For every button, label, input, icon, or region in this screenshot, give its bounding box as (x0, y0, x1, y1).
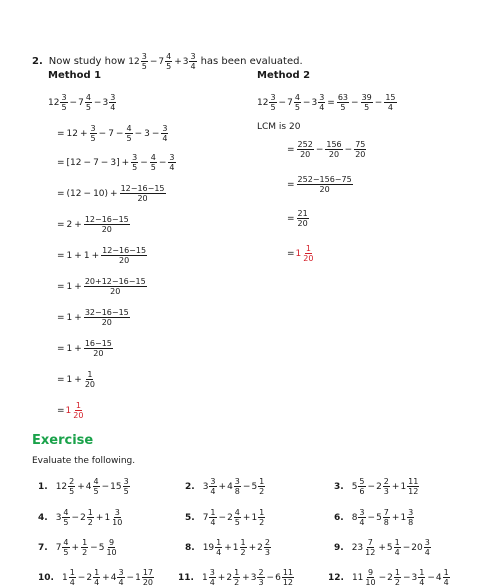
mixed-number: 4 $\frac{4}{5}$ (85, 477, 99, 496)
fraction: $\frac{17}{20}$ (142, 568, 153, 587)
fraction: $\frac{4}{5}$ (93, 477, 99, 496)
exercise-expression: 5 $\frac{5}{6}$ − 2 $\frac{2}{3}$ + 1 $\frac{11}{12}$ (351, 477, 419, 496)
exercise-number: 1. (38, 481, 48, 492)
method-1-step-11: = 1 $\frac{1}{20}$ (57, 401, 84, 420)
mixed-number: 4 $\frac{3}{8}$ (227, 477, 240, 496)
fraction: $\frac{1}{4}$ (210, 508, 216, 527)
fraction: $\frac{4}{5}$ (126, 124, 132, 143)
mixed-number: 2 $\frac{2}{3}$ (257, 538, 270, 557)
mixed-number: 3 $\frac{3}{4}$ (202, 477, 216, 496)
mixed-number: 1 $\frac{1}{2}$ (251, 508, 265, 527)
method-2-step-1: 12 $\frac{3}{5}$ − 7 $\frac{4}{5}$ − 3 $\frac{3}{4}$ = $\frac{63}{5}$ − $\frac{39}{5}$ − $\frac{15}{4}$ (257, 93, 396, 112)
mixed-number: 4 $\frac{1}{4}$ (435, 568, 449, 587)
fraction: $\frac{4}{5}$ (150, 153, 156, 172)
mixed-number: 1 $\frac{3}{4}$ (201, 568, 215, 587)
method-1-step-8: = 1 + $\frac{32-16-15}{20}$ (57, 308, 129, 327)
fraction: $\frac{3}{4}$ (162, 124, 168, 143)
mixed-number: 5 $\frac{7}{8}$ (376, 508, 389, 527)
exercise-expression: 12 $\frac{2}{5}$ + 4 $\frac{4}{5}$ − 15 $\frac{3}{5}$ (55, 477, 129, 496)
method-1-step-4: = (12 − 10) + $\frac{12-16-15}{20}$ (57, 184, 165, 203)
method-1-step-10: = 1 + $\frac{1}{20}$ (57, 370, 96, 389)
mixed-number: 1 $\frac{17}{20}$ (135, 568, 153, 587)
fraction: $\frac{7}{8}$ (383, 508, 389, 527)
fraction: $\frac{1}{20}$ (73, 401, 84, 420)
fraction: $\frac{3}{8}$ (408, 508, 414, 527)
fraction: $\frac{11}{12}$ (408, 477, 419, 496)
mixed-number: 7 $\frac{4}{5}$ (78, 93, 91, 112)
fraction: $\frac{3}{5}$ (270, 93, 276, 112)
fraction: $\frac{3}{4}$ (424, 538, 430, 557)
exercise-instruction: Evaluate the following. (32, 456, 136, 466)
mixed-number: 1 $\frac{1}{2}$ (232, 538, 246, 557)
fraction: $\frac{3}{4}$ (359, 508, 365, 527)
mixed-number: 2 $\frac{2}{3}$ (376, 477, 389, 496)
method-1-step-7: = 1 + $\frac{20+12-16-15}{20}$ (57, 277, 146, 296)
mixed-number: 5 $\frac{1}{2}$ (251, 477, 265, 496)
mixed-number: 3 $\frac{1}{4}$ (411, 568, 425, 587)
fraction: $\frac{1}{2}$ (240, 538, 246, 557)
mixed-number: 2 $\frac{1}{4}$ (86, 568, 100, 587)
exercise-number: 5. (185, 512, 195, 523)
fraction: $\frac{252}{20}$ (297, 140, 313, 159)
fraction: $\frac{20+12-16-15}{20}$ (84, 277, 146, 296)
exercise-expression: 19 $\frac{1}{4}$ + 1 $\frac{1}{2}$ + 2 $\frac{2}{3}$ (202, 538, 270, 557)
exercise-number: 4. (38, 512, 48, 523)
exercise-number: 2. (185, 481, 195, 492)
fraction: $\frac{1}{2}$ (234, 568, 240, 587)
method-2-step-5: = 1 $\frac{1}{20}$ (287, 244, 314, 263)
method-1-step-2: = 12 + $\frac{3}{5}$ − 7 − $\frac{4}{5}$ − 3 − $\frac{3}{4}$ (57, 124, 168, 143)
fraction: $\frac{3}{4}$ (118, 568, 124, 587)
fraction: $\frac{12-16-15}{20}$ (102, 246, 147, 265)
mixed-number: 1 $\frac{1}{20}$ (65, 401, 84, 420)
mixed-number: 1 $\frac{3}{8}$ (400, 508, 414, 527)
fraction: $\frac{4}{5}$ (166, 52, 172, 71)
fraction: $\frac{3}{4}$ (110, 93, 116, 112)
mixed-number: 5 $\frac{1}{4}$ (386, 538, 400, 557)
fraction: $\frac{1}{2}$ (82, 538, 88, 557)
fraction: $\frac{9}{10}$ (365, 568, 376, 587)
method-1-step-1: 12 $\frac{3}{5}$ − 7 $\frac{4}{5}$ − 3 $\frac{3}{4}$ (48, 93, 116, 112)
fraction: $\frac{1}{20}$ (303, 244, 314, 263)
mixed-number: 12 $\frac{3}{5}$ (128, 52, 147, 71)
mixed-number: 2 $\frac{1}{2}$ (226, 568, 240, 587)
exercise-expression: 7 $\frac{1}{4}$ − 2 $\frac{4}{5}$ + 1 $\frac{1}{2}$ (202, 508, 265, 527)
mixed-number: 3 $\frac{2}{3}$ (250, 568, 264, 587)
exercise-number: 10. (38, 572, 54, 583)
exercise-number: 7. (38, 542, 48, 553)
fraction: $\frac{2}{3}$ (264, 538, 270, 557)
mixed-number: 19 $\frac{1}{4}$ (202, 538, 222, 557)
mixed-number: 3 $\frac{4}{5}$ (55, 508, 69, 527)
fraction: $\frac{1}{2}$ (87, 508, 93, 527)
exercise-item-8 (185, 538, 272, 557)
mixed-number: 7 $\frac{4}{5}$ (287, 93, 300, 112)
mixed-number: 2 $\frac{1}{2}$ (80, 508, 93, 527)
mixed-number: 2 $\frac{1}{2}$ (387, 568, 400, 587)
fraction: $\frac{39}{5}$ (361, 93, 372, 112)
question-number: 2. (32, 56, 43, 67)
mixed-number: 23 $\frac{7}{12}$ (351, 538, 376, 557)
fraction: $\frac{3}{5}$ (90, 124, 96, 143)
method-1-title: Method 1 (48, 70, 102, 81)
fraction: $\frac{3}{5}$ (123, 477, 129, 496)
mixed-number: 5 $\frac{5}{6}$ (351, 477, 365, 496)
fraction: $\frac{32-16-15}{20}$ (84, 308, 129, 327)
fraction: $\frac{1}{4}$ (419, 568, 425, 587)
exercise-expression: 1 $\frac{1}{4}$ − 2 $\frac{1}{4}$ + 4 $\frac{3}{4}$ − 1 $\frac{17}{20}$ (61, 568, 153, 587)
mixed-number: 15 $\frac{3}{5}$ (110, 477, 129, 496)
fraction: $\frac{3}{4}$ (319, 93, 325, 112)
question-outro: has been evaluated. (200, 56, 303, 67)
exercise-expression: 3 $\frac{3}{4}$ + 4 $\frac{3}{8}$ − 5 $\frac{1}{2}$ (202, 477, 265, 496)
mixed-number: 12 $\frac{3}{5}$ (48, 93, 67, 112)
exercise-expression: 7 $\frac{4}{5}$ + $\frac{1}{2}$ − 5 $\frac{9}{10}$ (55, 538, 117, 557)
mixed-number: 5 $\frac{9}{10}$ (98, 538, 117, 557)
exercise-heading: Exercise (32, 433, 94, 448)
fraction: $\frac{1}{4}$ (216, 538, 222, 557)
fraction: $\frac{21}{20}$ (297, 209, 308, 228)
exercise-item-10 (38, 568, 155, 587)
fraction: $\frac{3}{4}$ (210, 477, 216, 496)
exercise-item-12 (328, 568, 451, 587)
exercise-number: 11. (178, 572, 194, 583)
mixed-number: 1 $\frac{3}{10}$ (104, 508, 123, 527)
method-2-step-2: = $\frac{252}{20}$ − $\frac{156}{20}$ − $\frac{75}{20}$ (287, 140, 366, 159)
exercise-number: 8. (185, 542, 195, 553)
method-1-step-3: = [12 − 7 − 3] + $\frac{3}{5}$ − $\frac{4}{5}$ − $\frac{3}{4}$ (57, 153, 175, 172)
fraction: $\frac{3}{5}$ (141, 52, 147, 71)
exercise-item-2 (185, 477, 266, 496)
fraction: $\frac{9}{10}$ (106, 538, 117, 557)
question-intro: Now study how (48, 56, 126, 67)
fraction: $\frac{3}{4}$ (209, 568, 215, 587)
mixed-number: 4 $\frac{3}{4}$ (110, 568, 124, 587)
method-2-lcm: LCM is 20 (257, 122, 301, 132)
method-2-step-4: = $\frac{21}{20}$ (287, 209, 308, 228)
exercise-item-5 (185, 508, 266, 527)
question-expression: 12 $\frac{3}{5}$ − 7 $\frac{4}{5}$ + 3 $\frac{3}{4}$ (128, 52, 196, 71)
mixed-number: 7 $\frac{4}{5}$ (158, 52, 172, 71)
fraction: $\frac{12-16-15}{20}$ (84, 215, 129, 234)
exercise-expression: 3 $\frac{4}{5}$ − 2 $\frac{1}{2}$ + 1 $\frac{3}{10}$ (55, 508, 123, 527)
exercise-expression: 11 $\frac{9}{10}$ − 2 $\frac{1}{2}$ − 3 $\frac{1}{4}$ − 4 $\frac{1}{4}$ (351, 568, 449, 587)
exercise-expression: 8 $\frac{3}{4}$ − 5 $\frac{7}{8}$ + 1 $\frac{3}{8}$ (351, 508, 414, 527)
fraction: $\frac{5}{6}$ (359, 477, 365, 496)
mixed-number: 7 $\frac{1}{4}$ (202, 508, 216, 527)
exercise-item-6 (334, 508, 415, 527)
fraction: $\frac{1}{2}$ (259, 508, 265, 527)
fraction: $\frac{3}{8}$ (234, 477, 240, 496)
mixed-number: 20 $\frac{3}{4}$ (411, 538, 430, 557)
fraction: $\frac{4}{5}$ (234, 508, 240, 527)
fraction: $\frac{3}{10}$ (112, 508, 123, 527)
fraction: $\frac{1}{20}$ (84, 370, 96, 389)
exercise-number: 3. (334, 481, 344, 492)
fraction: $\frac{12-16-15}{20}$ (120, 184, 165, 203)
method-2-step-3: = $\frac{252-156-75}{20}$ (287, 175, 352, 194)
mixed-number: 3 $\frac{3}{4}$ (182, 52, 196, 71)
method-2-title: Method 2 (257, 70, 311, 81)
fraction: $\frac{156}{20}$ (326, 140, 342, 159)
method-1-step-9: = 1 + $\frac{16-15}{20}$ (57, 339, 112, 358)
mixed-number: 1 $\frac{1}{4}$ (61, 568, 75, 587)
exercise-item-11 (178, 568, 295, 587)
mixed-number: 1 $\frac{11}{12}$ (400, 477, 419, 496)
exercise-number: 6. (334, 512, 344, 523)
fraction: $\frac{3}{4}$ (169, 153, 175, 172)
mixed-number: 1 $\frac{1}{20}$ (295, 244, 314, 263)
mixed-number: 12 $\frac{3}{5}$ (257, 93, 276, 112)
fraction: $\frac{4}{5}$ (63, 538, 69, 557)
fraction: $\frac{252-156-75}{20}$ (297, 175, 352, 194)
exercise-expression: 23 $\frac{7}{12}$ + 5 $\frac{1}{4}$ − 20 $\frac{3}{4}$ (351, 538, 430, 557)
fraction: $\frac{3}{4}$ (190, 52, 196, 71)
fraction: $\frac{1}{4}$ (394, 538, 400, 557)
exercise-item-3 (334, 477, 420, 496)
exercise-item-1 (38, 477, 131, 496)
fraction: $\frac{2}{3}$ (383, 477, 389, 496)
question-2-header (32, 52, 303, 71)
fraction: $\frac{16-15}{20}$ (84, 339, 112, 358)
fraction: $\frac{1}{4}$ (69, 568, 75, 587)
mixed-number: 11 $\frac{9}{10}$ (351, 568, 376, 587)
method-1-step-5: = 2 + $\frac{12-16-15}{20}$ (57, 215, 129, 234)
mixed-number: 2 $\frac{4}{5}$ (227, 508, 240, 527)
fraction: $\frac{3}{5}$ (61, 93, 67, 112)
fraction: $\frac{15}{4}$ (385, 93, 396, 112)
fraction: $\frac{4}{5}$ (294, 93, 300, 112)
mixed-number: 8 $\frac{3}{4}$ (351, 508, 365, 527)
method-1-step-6: = 1 + 1 + $\frac{12-16-15}{20}$ (57, 246, 147, 265)
fraction: $\frac{1}{4}$ (443, 568, 449, 587)
exercise-number: 12. (328, 572, 344, 583)
fraction: $\frac{63}{5}$ (337, 93, 349, 112)
fraction: $\frac{2}{5}$ (69, 477, 75, 496)
mixed-number: 6 $\frac{11}{12}$ (275, 568, 293, 587)
mixed-number: 12 $\frac{2}{5}$ (55, 477, 75, 496)
fraction: $\frac{11}{12}$ (282, 568, 293, 587)
mixed-number: 7 $\frac{4}{5}$ (55, 538, 69, 557)
fraction: $\frac{2}{3}$ (258, 568, 264, 587)
fraction: $\frac{1}{4}$ (94, 568, 100, 587)
fraction: $\frac{1}{2}$ (394, 568, 400, 587)
mixed-number: 3 $\frac{3}{4}$ (311, 93, 325, 112)
fraction: $\frac{3}{5}$ (132, 153, 138, 172)
exercise-item-4 (38, 508, 124, 527)
fraction: $\frac{4}{5}$ (85, 93, 91, 112)
mixed-number: 3 $\frac{3}{4}$ (102, 93, 116, 112)
exercise-item-7 (38, 538, 119, 557)
exercise-number: 9. (334, 542, 344, 553)
fraction: $\frac{4}{5}$ (63, 508, 69, 527)
exercise-expression: 1 $\frac{3}{4}$ + 2 $\frac{1}{2}$ + 3 $\frac{2}{3}$ − 6 $\frac{11}{12}$ (201, 568, 293, 587)
fraction: $\frac{1}{2}$ (259, 477, 265, 496)
fraction: $\frac{75}{20}$ (355, 140, 366, 159)
exercise-item-9 (334, 538, 432, 557)
fraction: $\frac{7}{12}$ (365, 538, 376, 557)
